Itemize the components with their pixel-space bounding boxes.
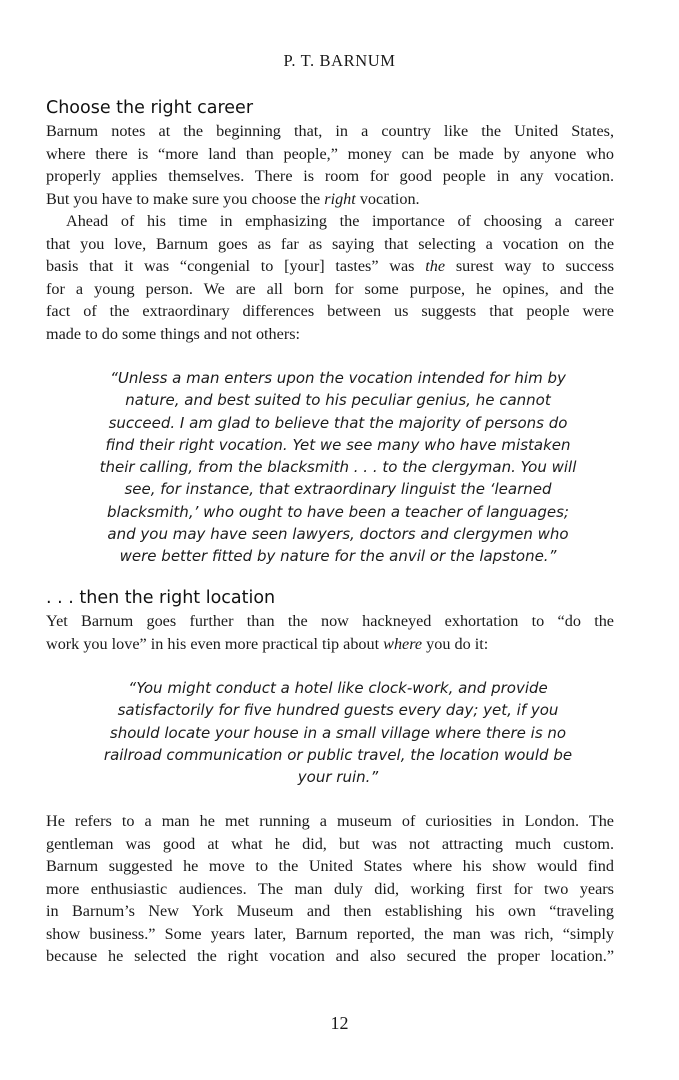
emphasis-right: right (324, 189, 356, 208)
paragraph-career-intro (46, 120, 614, 210)
text-line: fact of the extraordinary differences between us suggests that people were (46, 302, 614, 320)
paragraph-location-intro (46, 610, 614, 655)
quote-line: “Unless a man enters upon the vocation intended for him by (110, 369, 566, 387)
paragraph-career-congenial (46, 210, 614, 345)
text-line: properly applies themselves. There is room for good people in any vocation. (46, 167, 614, 185)
paragraph-museum-story (46, 810, 614, 968)
text-line: But you have to make sure you choose the right vocation. (46, 189, 420, 208)
text-line: Ahead of his time in emphasizing the importance of choosing a career (66, 212, 614, 230)
text-line: where there is “more land than people,” money can be made by anyone who (46, 144, 614, 163)
quote-line: their calling, from the blacksmith . . . to the clergyman. You will (99, 458, 577, 477)
quote-line: “You might conduct a hotel like clock-work, and provide (128, 679, 548, 697)
quote-line: succeed. I am glad to believe that the majority of persons do (108, 413, 568, 432)
text-line: made to do some things and not others: (46, 324, 301, 343)
quote-line: find their right vocation. Yet we see many who have mistaken (105, 435, 571, 454)
text-line: because he selected the right vocation and also secured the proper location.” (46, 947, 614, 965)
section-heading-location: . . . then the right location (46, 588, 276, 608)
quote-line: railroad communication or public travel, the location would be (103, 745, 573, 764)
text-line: Barnum suggested he move to the United States where his show would find (46, 857, 614, 875)
quote-line: satisfactorily for five hundred guests every day; yet, if you (117, 701, 559, 720)
text-line: He refers to a man he met running a museum of curiosities in London. The (46, 812, 614, 830)
quote-line: should locate your house in a small village where there is no (109, 723, 567, 742)
quote-line: and you may have seen lawyers, doctors and clergymen who (107, 525, 569, 544)
emphasis-where: where (383, 634, 423, 653)
blockquote-hotel (60, 677, 616, 788)
text-line: Yet Barnum goes further than the now hackneyed exhortation to “do the (46, 612, 614, 630)
blockquote-vocation (60, 367, 616, 568)
text-line: show business.” Some years later, Barnum reported, the man was rich, “simply (46, 924, 614, 943)
quote-line: nature, and best suited to his peculiar genius, he cannot (125, 391, 551, 410)
quote-line: see, for instance, that extraordinary linguist the ‘learned (124, 480, 552, 499)
text-line: work you love” in his even more practical tip about where you do it: (46, 634, 489, 653)
text-line: basis that it was “congenial to [your] tastes” was the surest way to success (46, 257, 615, 275)
quote-line: your ruin.” (297, 768, 379, 787)
quote-line: were better fitted by nature for the anvil or the lapstone.” (119, 547, 557, 566)
text-line: that you love, Barnum goes as far as saying that selecting a vocation on the (46, 234, 614, 253)
quote-line: blacksmith,’ who ought to have been a teacher of languages; (107, 502, 569, 521)
text-line: for a young person. We are all born for some purpose, he opines, and the (46, 279, 614, 298)
text-line: Barnum notes at the beginning that, in a country like the United States, (46, 122, 614, 140)
section-heading-career: Choose the right career (46, 98, 254, 118)
text-line: gentleman was good at what he did, but was not attracting much custom. (46, 834, 614, 853)
emphasis-the: the (425, 257, 446, 275)
running-head: P. T. BARNUM (283, 51, 396, 70)
text-line: more enthusiastic audiences. The man duly did, working first for two years (46, 879, 614, 898)
page-number: 12 (330, 1013, 349, 1033)
text-line: in Barnum’s New York Museum and then establishing his own “traveling (46, 902, 614, 920)
